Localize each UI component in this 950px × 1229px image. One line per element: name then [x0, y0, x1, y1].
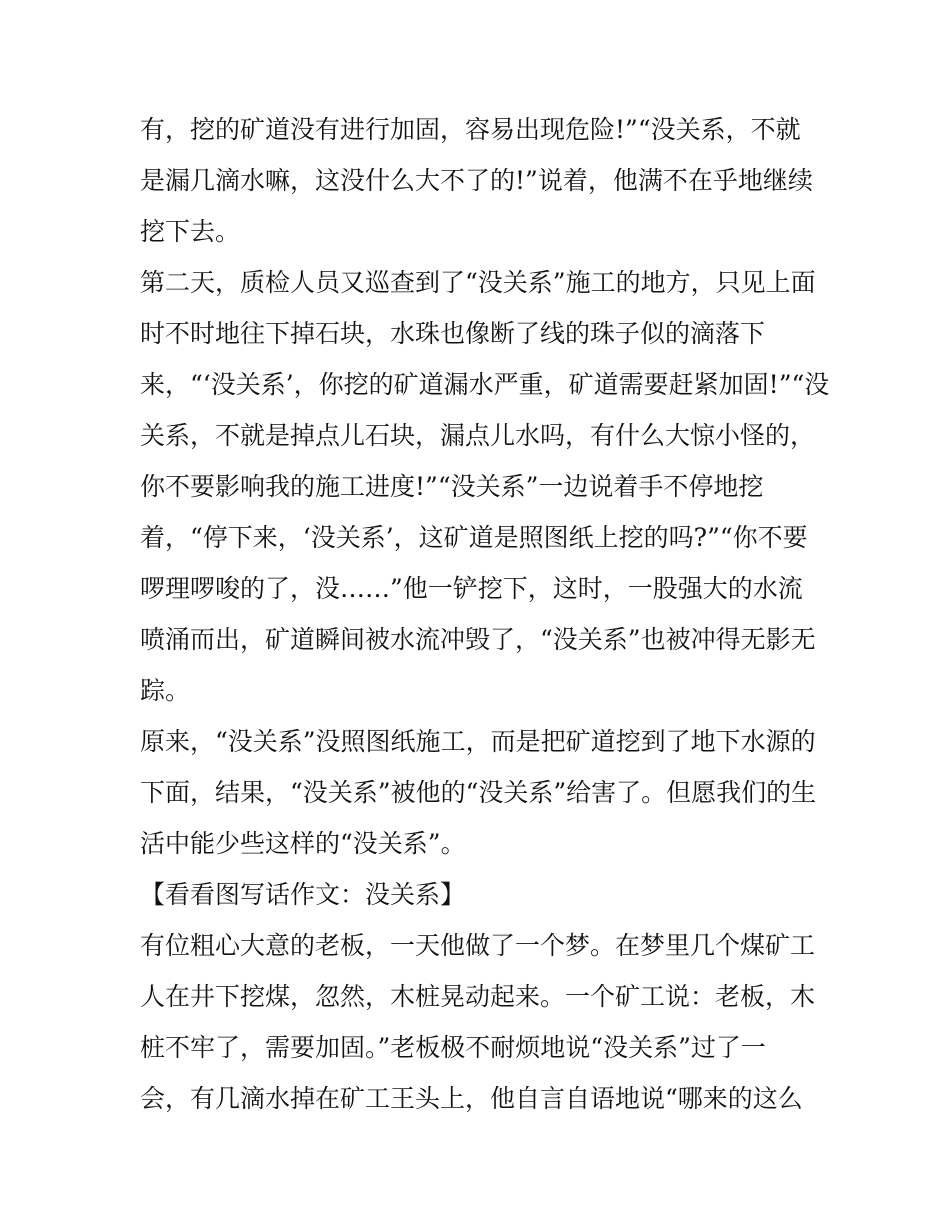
text-line: 人在井下挖煤，忽然，木桩晃动起来。一个矿工说：老板，木 — [140, 982, 816, 1011]
body-text — [140, 104, 830, 1124]
text-line: 踪。 — [140, 676, 191, 705]
text-line: 下面，结果，“没关系”被他的“没关系”给害了。但愿我们的生 — [140, 778, 817, 807]
text-line: 你不要影响我的施工进度!”“没关系”一边说着手不停地挖 — [140, 472, 764, 501]
text-line: 会，有几滴水掉在矿工王头上，他自言自语地说“哪来的这么 — [140, 1084, 803, 1113]
text-line: 原来，“没关系”没照图纸施工，而是把矿道挖到了地下水源的 — [140, 727, 816, 756]
text-line: 着，“停下来，‘没关系’，这矿道是照图纸上挖的吗?”“你不要 — [140, 523, 808, 552]
section-heading: 【看看图写话作文：没关系】 — [140, 880, 466, 909]
text-line: 是漏几滴水嘛，这没什么大不了的!”说着，他满不在乎地继续 — [140, 166, 813, 195]
text-line: 关系，不就是掉点儿石块，漏点儿水吗，有什么大惊小怪的， — [140, 421, 816, 450]
text-line: 第二天，质检人员又巡查到了“没关系”施工的地方，只见上面 — [140, 268, 816, 297]
text-line: 有，挖的矿道没有进行加固，容易出现危险!”“没关系，不就 — [140, 115, 801, 144]
text-line: 来，“‘没关系’，你挖的矿道漏水严重，矿道需要赶紧加固!”“没 — [140, 370, 830, 399]
text-line: 有位粗心大意的老板，一天他做了一个梦。在梦里几个煤矿工 — [140, 931, 816, 960]
text-line: 时不时地往下掉石块，水珠也像断了线的珠子似的滴落下 — [140, 319, 766, 348]
text-line: 喷涌而出，矿道瞬间被水流冲毁了，“没关系”也被冲得无影无 — [140, 625, 816, 654]
text-line: 挖下去。 — [140, 217, 241, 246]
text-line: 桩不牢了，需要加固。”老板极不耐烦地说“没关系”过了一 — [140, 1033, 766, 1062]
text-line: 啰理啰唆的了，没……”他一铲挖下，这时，一股强大的水流 — [140, 574, 803, 603]
text-line: 活中能少些这样的“没关系”。 — [140, 829, 466, 858]
